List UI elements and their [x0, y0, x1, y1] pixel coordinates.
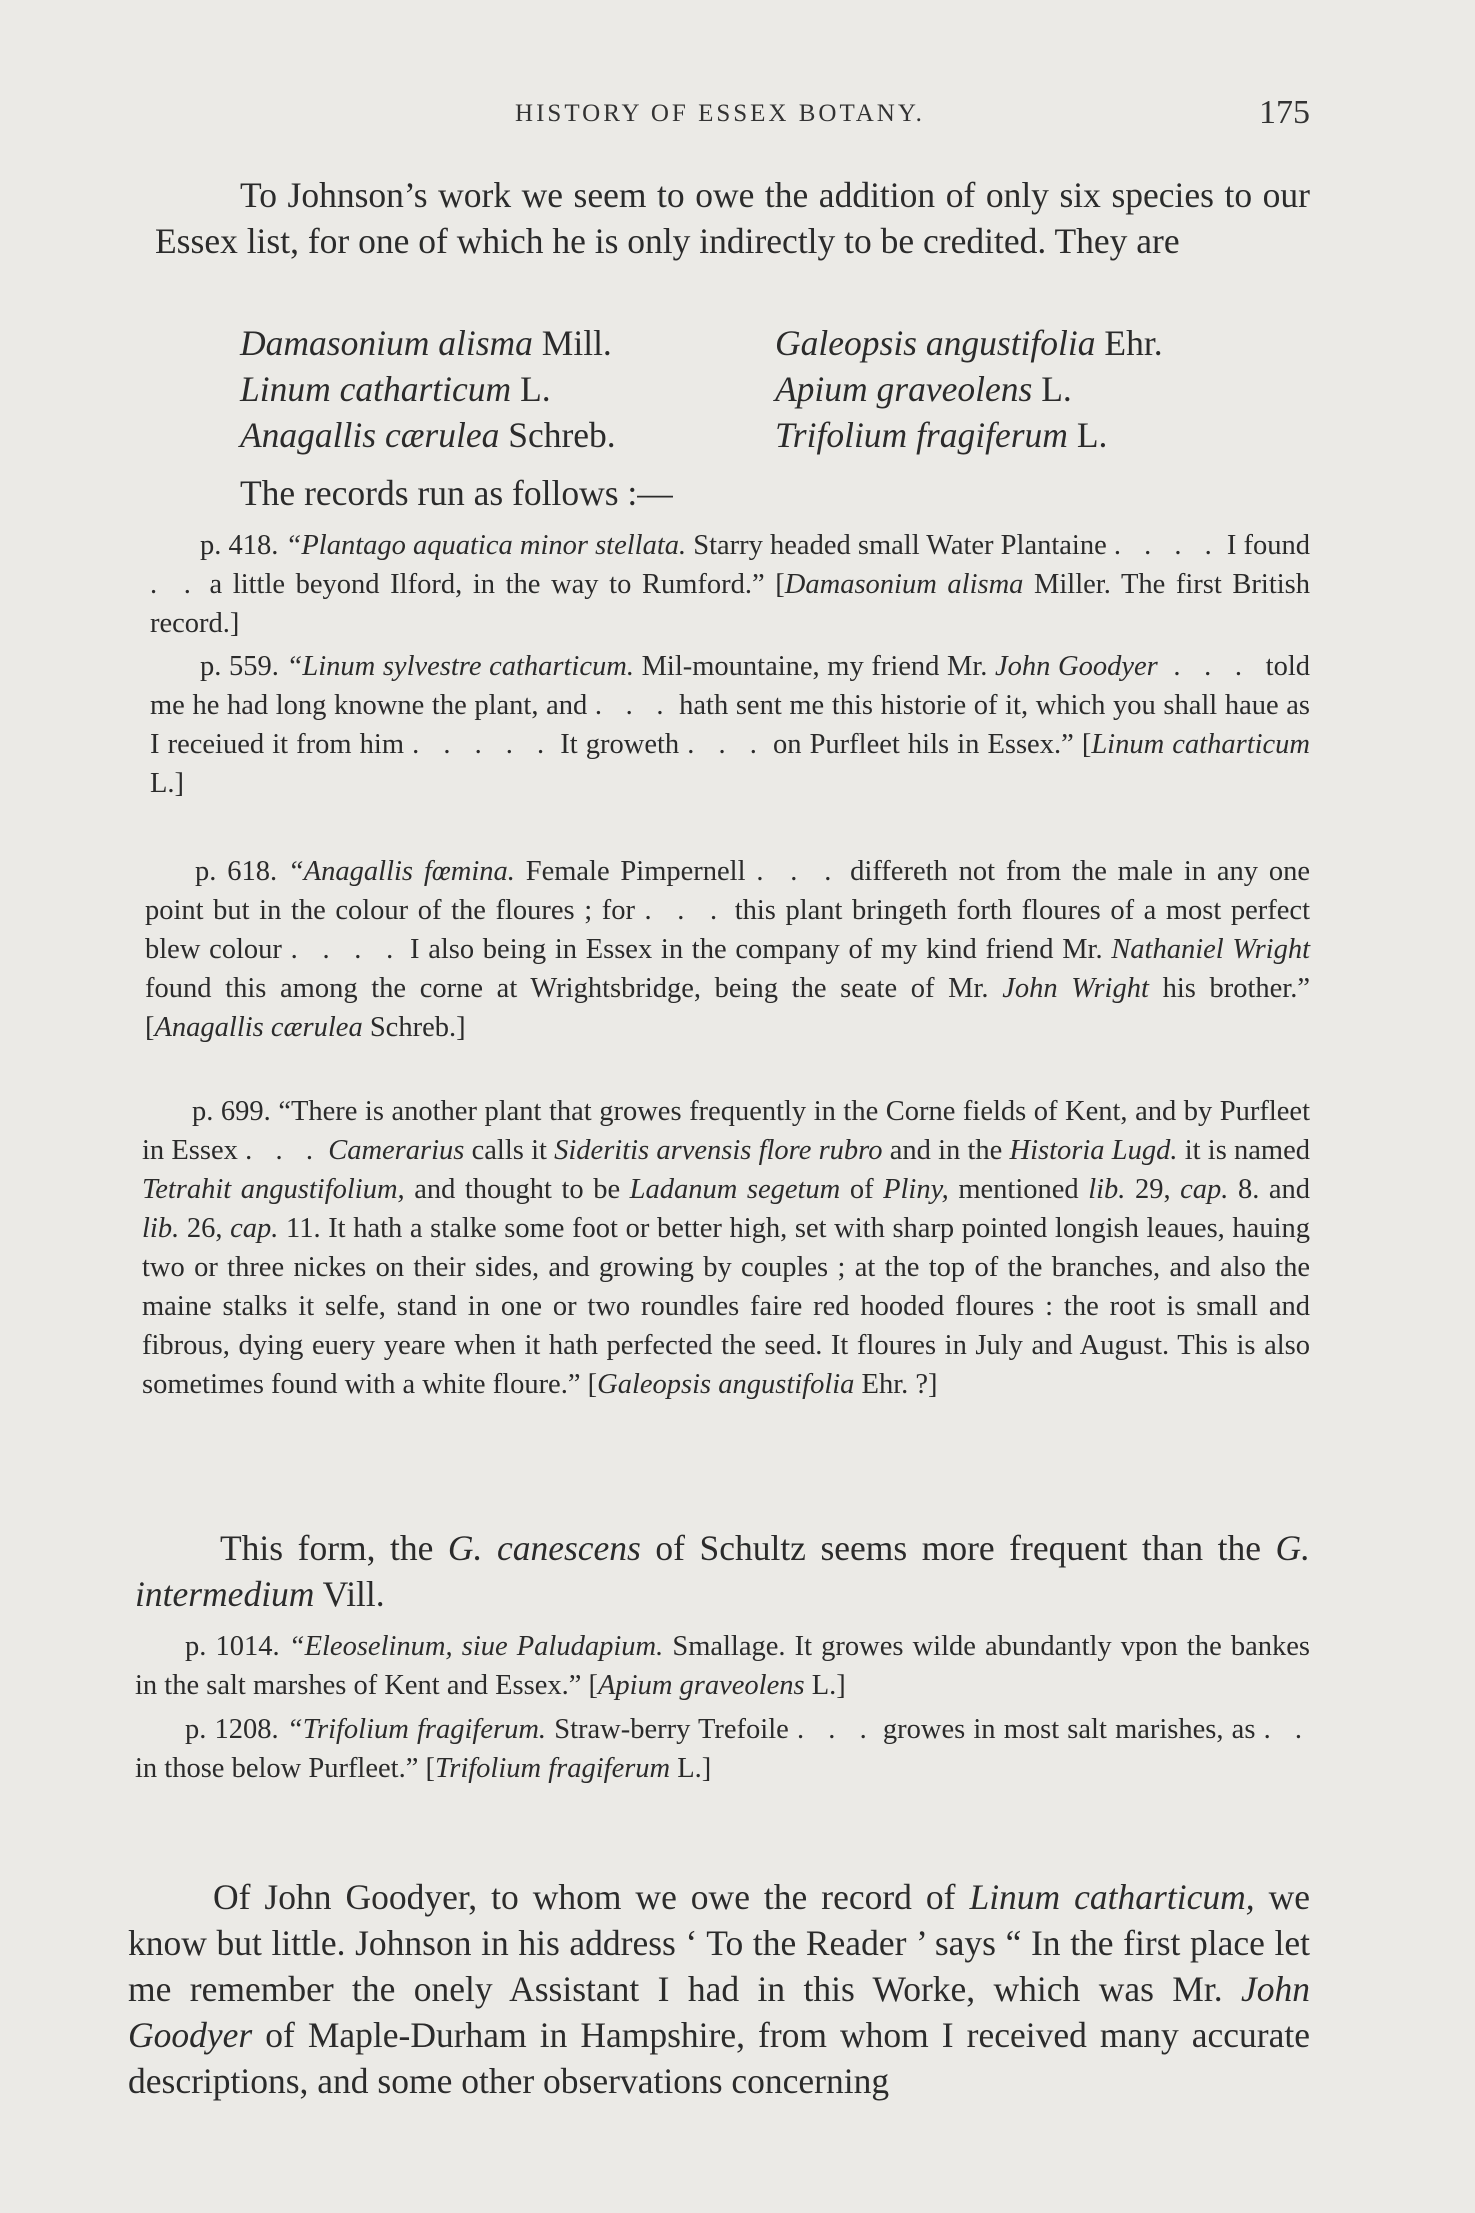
record-page-ref: p. 1014.: [185, 1631, 289, 1662]
species-name: Linum catharticum: [240, 369, 512, 409]
record-ellipsis: . . . .: [1113, 530, 1220, 561]
record-species-name: Linum catharticum: [1091, 729, 1311, 760]
record-ellipsis: . . .: [644, 895, 726, 926]
record-ellipsis: . . . . .: [412, 729, 553, 760]
record-book-title: Historia Lugd.: [1009, 1135, 1178, 1166]
record-latin-name: Tetrahit angustifolium,: [142, 1174, 405, 1205]
species-name: Anagallis cærulea: [240, 415, 500, 455]
record-text: I found: [1219, 530, 1311, 561]
record-text: and in the: [882, 1135, 1010, 1166]
record-text: I also being in Essex in the company of my kind friend Mr.: [401, 934, 1112, 965]
species-author: Mill.: [532, 323, 612, 363]
record-person-name: Nathaniel Wright: [1111, 934, 1311, 965]
record-text: Mil-mountaine, my friend Mr.: [633, 651, 996, 682]
record-text: found this among the corne at Wrightsbridge, being the seate of Mr.: [145, 973, 1003, 1004]
species-author: L.: [1067, 415, 1108, 455]
record-page-ref: p. 559.: [200, 651, 287, 682]
record-ellipsis: . . .: [1157, 651, 1266, 682]
record-ellipsis: . . .: [687, 729, 765, 760]
record-text: mentioned: [948, 1174, 1089, 1205]
record-ellipsis: . . .: [756, 856, 840, 887]
record-text: it is named: [1177, 1135, 1310, 1166]
record-text: L.]: [150, 768, 185, 799]
record-text: It groweth: [552, 729, 688, 760]
species-item: [775, 412, 1310, 458]
species-name: Trifolium fragiferum: [775, 415, 1068, 455]
record-latin-name: “Plantago aquatica minor stellata.: [285, 530, 687, 561]
record-ellipsis: . .: [1263, 1714, 1311, 1745]
record-latin-name: Sideritis arvensis flore rubro: [554, 1135, 883, 1166]
record-abbrev: lib.: [142, 1213, 180, 1244]
species-author: L.: [511, 369, 551, 409]
galeopsis-note: [135, 1525, 1310, 1617]
record-ellipsis: . . .: [245, 1135, 321, 1166]
species-author: Schreb.: [499, 415, 616, 455]
species-row: [240, 366, 1310, 412]
species-name: Apium graveolens: [775, 369, 1033, 409]
record-text: “There is another plant that growes frequently in the Corne fields of Kent, and by Purfleet in Essex: [142, 1096, 1311, 1166]
record-text: Schreb.]: [362, 1012, 466, 1043]
record-abbrev: cap.: [1180, 1174, 1229, 1205]
record-species-name: Trifolium fragiferum: [434, 1753, 671, 1784]
record-species-name: Galeopsis angustifolia: [597, 1369, 855, 1400]
record-p559: [150, 647, 1310, 803]
species-list: [240, 320, 1310, 458]
record-text: differeth not from the male in any one point but in the colour of the floures ; for: [145, 856, 1311, 926]
record-species-name: Anagallis cærulea: [154, 1012, 363, 1043]
record-person-name: Camerarius: [320, 1135, 465, 1166]
record-text: Miller. The first British record.]: [150, 569, 1311, 639]
paragraph-text: we know but little. Johnson in his address ‘ To the Reader ’ says “ In the first place let me remember the onely Assistant I had in this Worke, which was Mr.: [128, 1877, 1310, 2009]
intro-text: To Johnson’s work we seem to owe the addition of only six species to our Essex list, for one of which he is only indirectly to be credited. They are: [155, 175, 1310, 261]
record-text: L.]: [670, 1753, 712, 1784]
records-intro: The records run as follows :—: [240, 473, 673, 513]
note-text: This form, the: [220, 1528, 448, 1568]
record-person-name: John Wright: [1002, 973, 1149, 1004]
page-number: 175: [1259, 94, 1310, 131]
note-species: G. canescens: [447, 1528, 641, 1568]
record-species-name: Damasonium alisma: [784, 569, 1024, 600]
record-p418: [150, 526, 1310, 643]
record-latin-name: “Anagallis fœmina.: [287, 856, 515, 887]
species-item: [240, 412, 775, 458]
record-text: this plant bringeth forth floures of a most perfect blew colour: [145, 895, 1311, 965]
record-species-name: Apium graveolens: [598, 1670, 805, 1701]
record-text: 26,: [179, 1213, 231, 1244]
record-text: in those below Purfleet.” [: [135, 1753, 435, 1784]
running-title: HISTORY OF ESSEX BOTANY.: [515, 100, 925, 127]
record-ellipsis: . . . .: [290, 934, 402, 965]
record-text: 8. and: [1228, 1174, 1311, 1205]
record-text: L.]: [804, 1670, 846, 1701]
running-head: [130, 94, 1310, 134]
note-text: Vill.: [314, 1574, 385, 1614]
species-item: [240, 366, 775, 412]
record-text: of: [840, 1174, 884, 1205]
record-text: and thought to be: [404, 1174, 630, 1205]
intro-paragraph: [155, 172, 1310, 264]
record-p699: [142, 1092, 1310, 1404]
species-author: Ehr.: [1095, 323, 1163, 363]
record-text: a little beyond Ilford, in the way to Rumford.” [: [198, 569, 785, 600]
record-page-ref: p. 418.: [200, 530, 286, 561]
species-name: Damasonium alisma: [240, 323, 533, 363]
record-ellipsis: . . .: [594, 690, 672, 721]
record-text: Straw-berry Trefoile: [546, 1714, 797, 1745]
record-latin-name: Ladanum segetum: [629, 1174, 841, 1205]
record-ellipsis: . . .: [796, 1714, 875, 1745]
paragraph-person: John Goodyer: [128, 1969, 1310, 2055]
record-abbrev: lib.: [1088, 1174, 1126, 1205]
record-text: growes in most salt marishes, as: [874, 1714, 1264, 1745]
record-ellipsis: . .: [150, 569, 199, 600]
record-page-ref: p. 1208.: [185, 1714, 287, 1745]
record-latin-name: “Linum sylvestre catharticum.: [286, 651, 634, 682]
record-text: Starry headed small Water Plantaine: [686, 530, 1114, 561]
record-text: on Purfleet hils in Essex.” [: [764, 729, 1092, 760]
record-person-name: John Goodyer: [995, 651, 1158, 682]
species-author: L.: [1032, 369, 1072, 409]
record-person-name: Pliny,: [883, 1174, 949, 1205]
record-abbrev: cap.: [230, 1213, 279, 1244]
record-text: hath sent me this historie of it, which you shall haue as I receiued it from him: [150, 690, 1310, 760]
species-item: [775, 320, 1310, 366]
species-row: [240, 320, 1310, 366]
species-item: [775, 366, 1310, 412]
record-text: Ehr. ?]: [854, 1369, 938, 1400]
note-text: of Schultz seems more frequent than the: [640, 1528, 1276, 1568]
record-p618: [145, 852, 1310, 1047]
record-text: Smallage. It growes wilde abundantly vpon the bankes in the salt marshes of Kent and Essex.” [: [135, 1631, 1310, 1701]
record-text: Female Pimpernell: [514, 856, 757, 887]
record-latin-name: “Eleoselinum, siue Paludapium.: [288, 1631, 664, 1662]
record-latin-name: “Trifolium fragiferum.: [286, 1714, 547, 1745]
record-p1208: [135, 1710, 1310, 1788]
note-species: G. intermedium: [135, 1528, 1311, 1614]
paragraph-species: Linum catharticum,: [969, 1877, 1255, 1917]
species-name: Galeopsis angustifolia: [775, 323, 1096, 363]
record-text: told me he had long knowne the plant, and: [150, 651, 1310, 721]
record-text: his brother.” [: [145, 973, 1311, 1043]
paragraph-text: Of John Goodyer, to whom we owe the record of: [213, 1877, 970, 1917]
record-text: 29,: [1125, 1174, 1181, 1205]
record-page-ref: p. 699.: [192, 1096, 279, 1127]
record-page-ref: p. 618.: [195, 856, 288, 887]
record-p1014: [135, 1627, 1310, 1705]
species-item: [240, 320, 775, 366]
species-row: [240, 412, 1310, 458]
record-text: 11. It hath a stalke some foot or better high, set with sharp pointed longish leaues, hauing two or three nickes on their sides, and growing by couples ; at the top of the branches, and also the maine stalks it selfe, stand in one or two roundles faire red hooded floures : the root is small and fibrous, dying euery yeare when it hath perfected the seed. It floures in July and August. This is also sometimes found with a white floure.” [: [142, 1213, 1310, 1400]
paragraph-text: of Maple-Durham in Hampshire, from whom I received many accurate descriptions, and some other observations concerning: [128, 2015, 1310, 2101]
record-text: calls it: [464, 1135, 555, 1166]
goodyer-paragraph: [128, 1874, 1310, 2104]
